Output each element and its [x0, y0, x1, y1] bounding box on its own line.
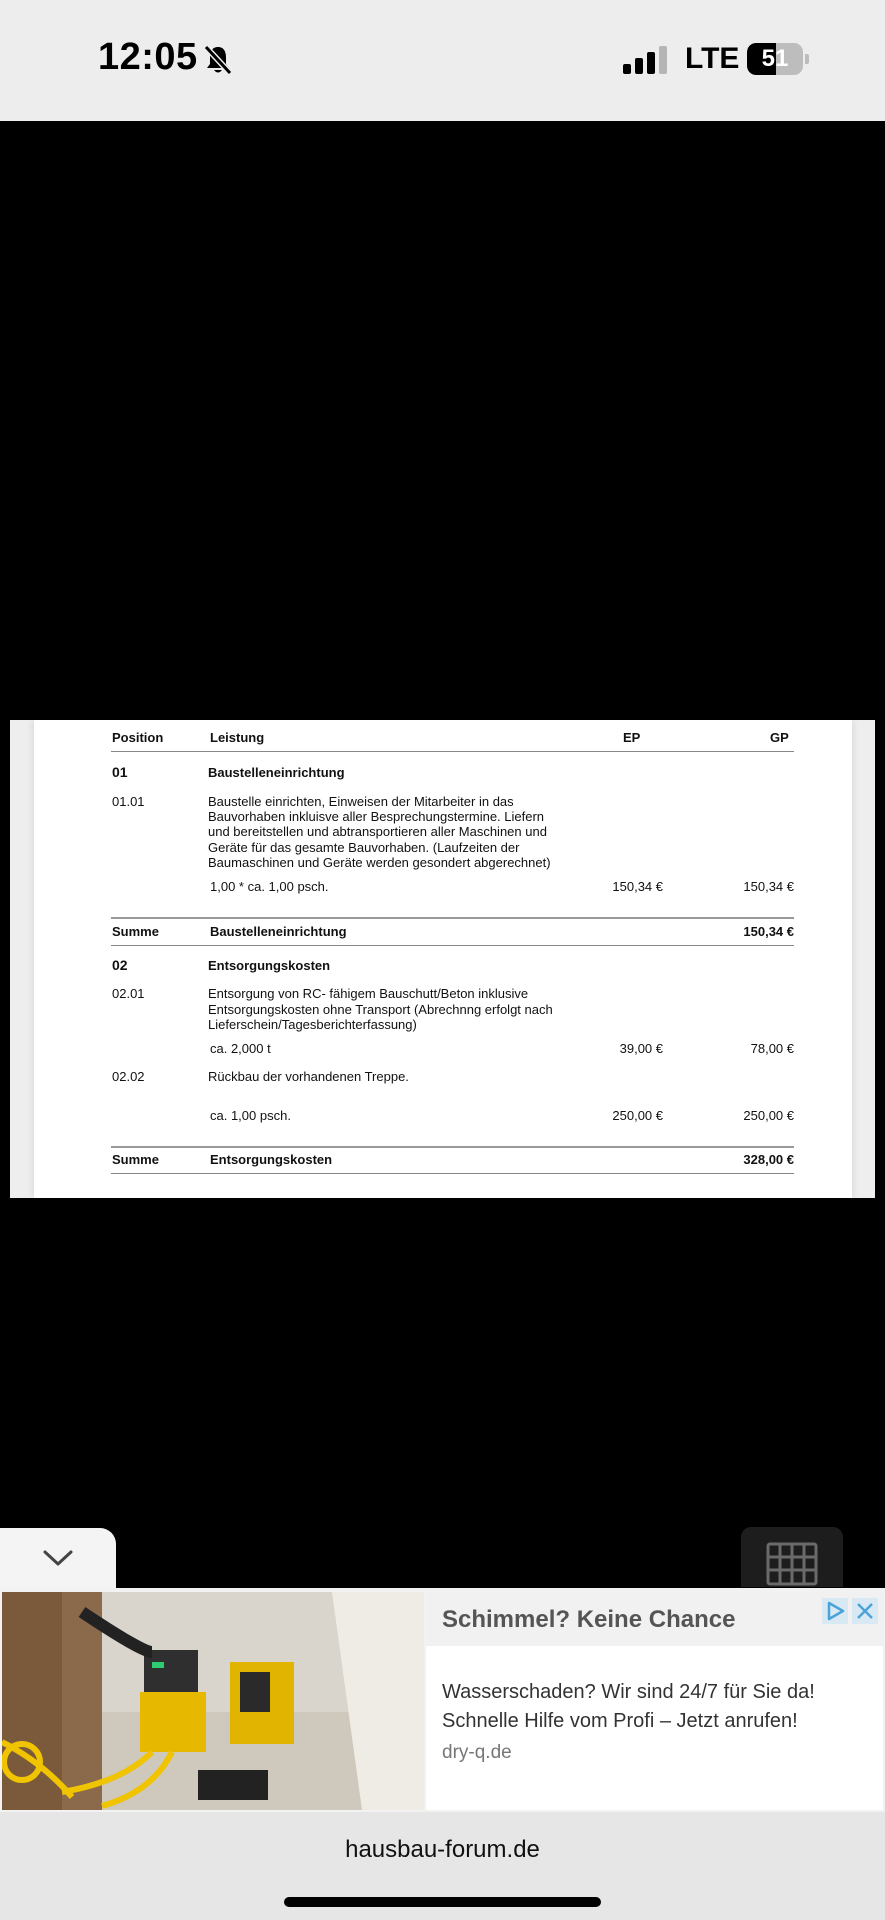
- header-position: Position: [112, 730, 164, 745]
- status-bar: [0, 0, 885, 121]
- grid-icon: [766, 1542, 818, 1586]
- item-description-line: Entsorgung von RC- fähigem Bauschutt/Beton inklusive: [208, 986, 529, 1001]
- item-description-line: Lieferschein/Tagesberichterfassung): [208, 1017, 417, 1032]
- cellular-signal-icon: [623, 46, 669, 74]
- collapse-button[interactable]: [0, 1528, 116, 1588]
- battery-icon: [747, 43, 809, 75]
- item-gp: 150,34 €: [743, 879, 794, 894]
- sum-rule-top: [111, 917, 794, 919]
- address-url[interactable]: hausbau-forum.de: [345, 1836, 540, 1863]
- item-description-line: Geräte für das gesamte Bauvorhaben. (Laufzeiten der: [208, 840, 520, 855]
- section-title: Baustelleneinrichtung: [208, 765, 345, 780]
- item-ep: 250,00 €: [612, 1108, 663, 1123]
- item-ep: 39,00 €: [619, 1041, 663, 1056]
- header-ep: EP: [623, 730, 641, 745]
- sum-title: Entsorgungskosten: [210, 1152, 333, 1167]
- ad-body: [442, 1678, 872, 1736]
- ad-banner[interactable]: [0, 1588, 885, 1812]
- sum-label: Summe: [112, 924, 159, 939]
- item-quantity: ca. 1,00 psch.: [210, 1108, 291, 1123]
- sum-title: Baustelleneinrichtung: [210, 924, 347, 939]
- item-ep: 150,34 €: [612, 879, 663, 894]
- item-description-line: Baumaschinen und Geräte werden gesondert abgerechnet): [208, 855, 551, 870]
- item-position: 01.01: [112, 794, 145, 809]
- sum-rule-bottom: [111, 1173, 794, 1174]
- item-description-line: Rückbau der vorhandenen Treppe.: [208, 1069, 409, 1084]
- document-page: [34, 720, 852, 1198]
- header-rule: [111, 751, 794, 752]
- item-quantity: 1,00 * ca. 1,00 psch.: [210, 879, 329, 894]
- ad-body-line: Wasserschaden? Wir sind 24/7 für Sie da!: [442, 1681, 815, 1703]
- ad-content[interactable]: [426, 1592, 883, 1810]
- bell-muted-icon: [203, 44, 233, 76]
- item-gp: 78,00 €: [750, 1041, 794, 1056]
- item-gp: 250,00 €: [743, 1108, 794, 1123]
- sum-value: 150,34 €: [743, 924, 794, 939]
- header-gp: GP: [770, 730, 789, 745]
- sum-rule-bottom: [111, 945, 794, 946]
- sum-label: Summe: [112, 1152, 159, 1167]
- item-description-line: Bauvorhaben inkluisve aller Besprechungstermine. Liefern: [208, 809, 545, 824]
- dehumidifier-photo: [2, 1592, 424, 1810]
- ad-domain[interactable]: dry-q.de: [442, 1742, 512, 1763]
- item-description-line: Entsorgungskosten ohne Transport (Abrechnng erfolgt nach: [208, 1002, 553, 1017]
- browser-address-bar[interactable]: [0, 1812, 885, 1920]
- network-type: LTE: [685, 42, 740, 75]
- battery-level: 51: [761, 45, 789, 72]
- sum-rule-top: [111, 1146, 794, 1148]
- item-quantity: ca. 2,000 t: [210, 1041, 271, 1056]
- item-position: 02.02: [112, 1069, 145, 1084]
- ad-image[interactable]: [2, 1592, 424, 1810]
- home-indicator[interactable]: [284, 1897, 601, 1907]
- item-position: 02.01: [112, 986, 145, 1001]
- section-number: 02: [112, 957, 128, 973]
- sum-value: 328,00 €: [743, 1152, 794, 1167]
- ad-title[interactable]: Schimmel? Keine Chance: [442, 1606, 736, 1633]
- section-title: Entsorgungskosten: [208, 958, 331, 973]
- item-description-line: und bereitstellen und abtransportieren aller Maschinen und: [208, 824, 547, 839]
- status-time: 12:05: [98, 36, 198, 78]
- ad-choices-icon[interactable]: [822, 1598, 848, 1624]
- chevron-down-icon: [42, 1548, 74, 1568]
- close-icon[interactable]: [852, 1598, 878, 1624]
- header-leistung: Leistung: [210, 730, 265, 745]
- document-image[interactable]: [10, 720, 875, 1198]
- grid-view-button[interactable]: [741, 1527, 843, 1587]
- item-description-line: Baustelle einrichten, Einweisen der Mitarbeiter in das: [208, 794, 514, 809]
- ad-title-bar: [426, 1592, 883, 1646]
- ad-body-line: Schnelle Hilfe vom Profi – Jetzt anrufen!: [442, 1710, 798, 1732]
- section-number: 01: [112, 764, 128, 780]
